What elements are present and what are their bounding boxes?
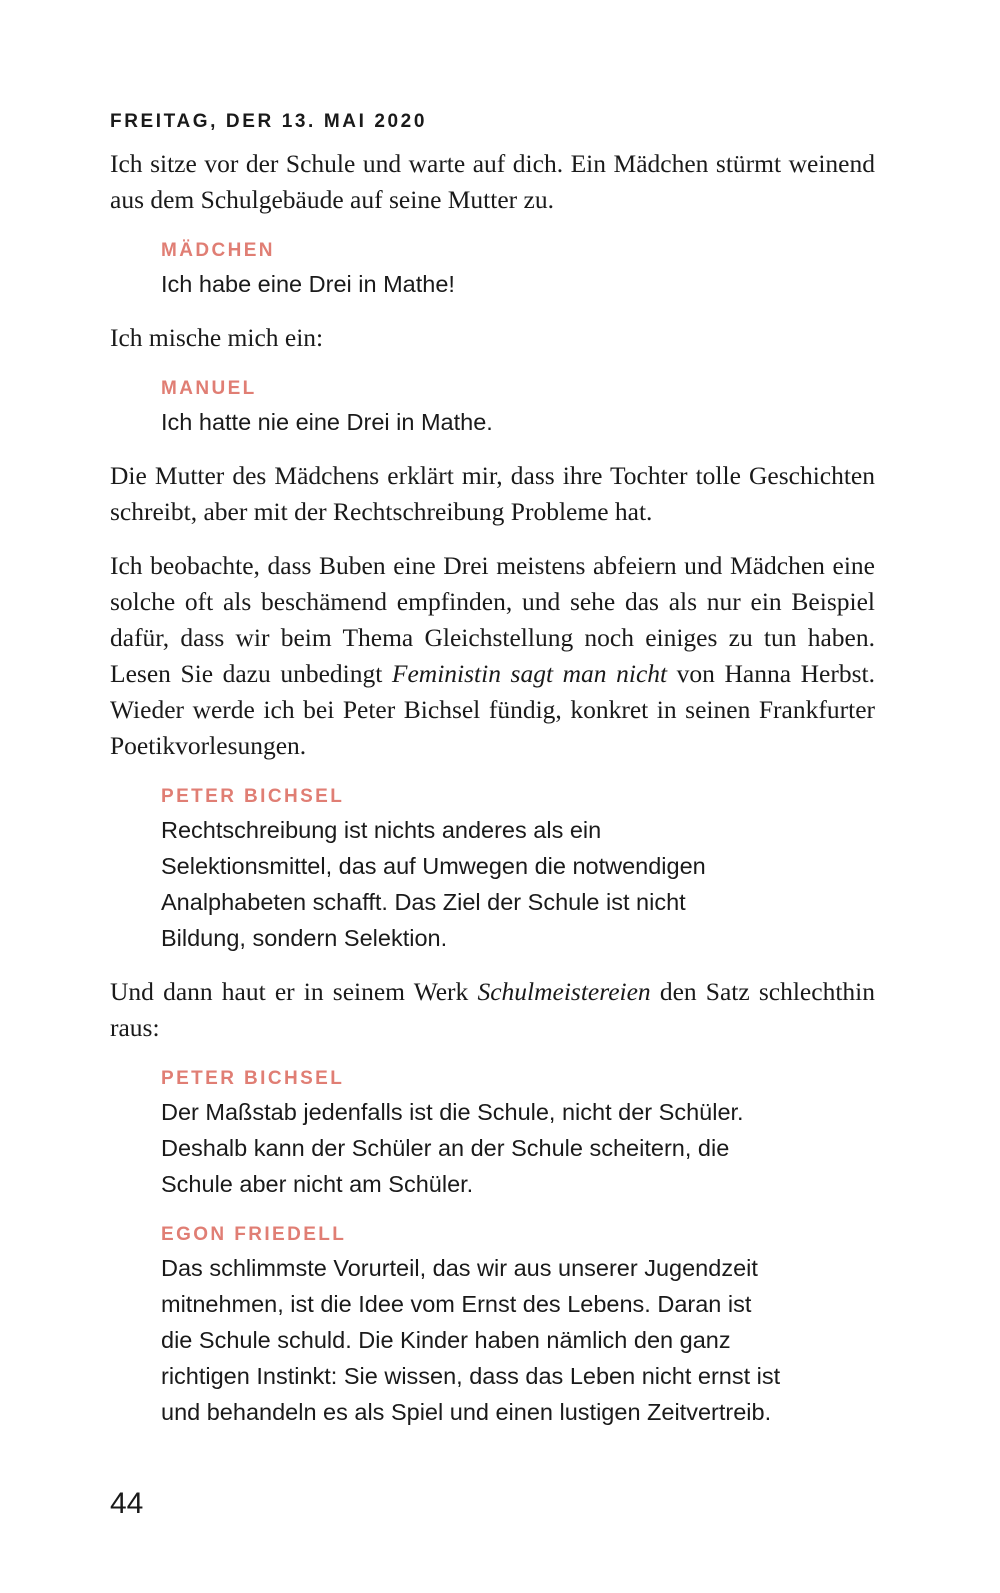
quote-text: Rechtschreibung ist nichts anderes als ein Selektionsmittel, das auf Umwegen die notwendigen Analphabeten schafft. Das Ziel der Schule ist nicht Bildung, sondern Selektion. bbox=[161, 817, 706, 951]
speaker-name: EGON FRIEDELL bbox=[161, 1224, 347, 1245]
speaker-name: PETER BICHSEL bbox=[161, 1068, 345, 1089]
paragraph-observation bbox=[110, 548, 875, 764]
paragraph-mother: Die Mutter des Mädchens erklärt mir, dass ihre Tochter tolle Geschichten schreibt, aber mit der Rechtschreibung Probleme hat. bbox=[110, 461, 875, 526]
quote-text: Das schlimmste Vorurteil, das wir aus unserer Jugendzeit mitnehmen, ist die Idee vom Ernst des Lebens. Daran ist die Schule schuld. Die Kinder haben nämlich den ganz richtigen Instinkt: Sie wissen, dass das Leben nicht ernst ist und behandeln es als Spiel und einen lustigen Zeitvertreib. bbox=[161, 1255, 781, 1425]
book-title: Schulmeistereien bbox=[477, 977, 651, 1006]
paragraph-text: Ich beobachte, dass Buben eine Drei meistens abfeiern und Mädchen eine solche oft als beschämend empfinden, und sehe das als nur ein Beispiel dafür, dass wir beim Thema Gleichstellung noch einiges zu tun haben. Lesen Sie dazu unbedingt bbox=[110, 551, 875, 688]
quote-bichsel-2 bbox=[161, 1064, 875, 1202]
book-title: Feministin sagt man nicht bbox=[391, 659, 668, 688]
speaker-name: MÄDCHEN bbox=[161, 240, 275, 261]
paragraph-text: den Satz schlechthin raus: bbox=[110, 977, 875, 1042]
quote-text: Der Maßstab jedenfalls ist die Schule, nicht der Schüler. Deshalb kann der Schüler an der Schule scheitern, die Schule aber nicht am Schüler. bbox=[161, 1099, 744, 1197]
paragraph-schulmeistereien bbox=[110, 974, 875, 1046]
book-page bbox=[110, 108, 875, 1448]
paragraph-text: von Hanna Herbst. Wieder werde ich bei Peter Bichsel fündig, konkret in seinen Frankfurter Poetikvorlesungen. bbox=[110, 659, 875, 760]
quote-friedell bbox=[161, 1220, 875, 1430]
speaker-name: PETER BICHSEL bbox=[161, 786, 345, 807]
quote-text: Ich habe eine Drei in Mathe! bbox=[161, 271, 455, 297]
speaker-name: MANUEL bbox=[161, 378, 257, 399]
date-heading: FREITAG, DER 13. MAI 2020 bbox=[110, 111, 427, 132]
paragraph-interject: Ich mische mich ein: bbox=[110, 323, 324, 352]
quote-bichsel-1 bbox=[161, 782, 875, 956]
paragraph-text: Und dann haut er in seinem Werk bbox=[110, 977, 478, 1006]
page-number: 44 bbox=[110, 1487, 144, 1520]
paragraph-school-wait: Ich sitze vor der Schule und warte auf dich. Ein Mädchen stürmt weinend aus dem Schulgebäude auf seine Mutter zu. bbox=[110, 149, 875, 214]
quote-manuel bbox=[161, 374, 875, 440]
quote-maedchen bbox=[161, 236, 875, 302]
quote-text: Ich hatte nie eine Drei in Mathe. bbox=[161, 409, 493, 435]
